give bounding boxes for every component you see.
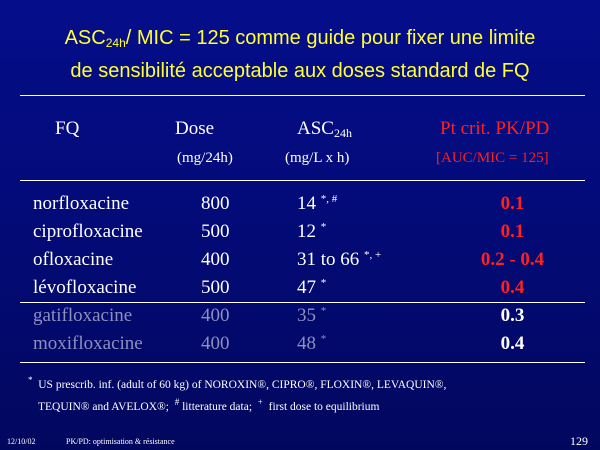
title-asc-subscript: 24h bbox=[105, 36, 126, 50]
header-dose: Dose bbox=[175, 118, 215, 139]
footnote-star-mark: * bbox=[28, 375, 33, 385]
drug-asc bbox=[297, 249, 381, 271]
header-pk-pd-subtitle: [AUC/MIC = 125] bbox=[436, 150, 549, 166]
asc-footnote-mark: *, + bbox=[364, 249, 382, 261]
title-asc: ASC bbox=[64, 27, 106, 49]
table-row bbox=[0, 249, 600, 277]
drug-name: ofloxacine bbox=[33, 249, 114, 270]
drug-dose: 400 bbox=[201, 249, 230, 270]
pk-pd-value: 0.3 bbox=[500, 305, 525, 326]
footnote-products: TEQUIN® and AVELOX®; bbox=[38, 401, 169, 413]
divider-top bbox=[20, 95, 585, 96]
footnote-hash-mark: # bbox=[174, 397, 180, 407]
title-line-1-rest: / MIC = 125 comme guide pour fixer une limite bbox=[125, 27, 536, 49]
drug-dose: 800 bbox=[201, 193, 230, 214]
header-fq: FQ bbox=[55, 118, 80, 139]
asc-footnote-mark: * bbox=[320, 221, 327, 233]
drug-name: lévofloxacine bbox=[33, 277, 137, 298]
table-row bbox=[0, 193, 600, 221]
title-line-2: de sensibilité acceptable aux doses standard de FQ bbox=[70, 60, 530, 82]
asc-value: 12 bbox=[297, 221, 316, 242]
footnote-line-2 bbox=[28, 394, 588, 416]
divider-rows bbox=[20, 302, 585, 303]
drug-dose: 500 bbox=[201, 277, 230, 298]
drug-asc bbox=[297, 193, 337, 215]
pk-pd-value: 0.2 - 0.4 bbox=[480, 249, 545, 270]
table-row bbox=[0, 221, 600, 249]
drug-asc bbox=[297, 277, 326, 299]
pk-pd-value: 0.1 bbox=[500, 221, 525, 242]
slide-title bbox=[0, 24, 600, 85]
footnote-literature: litterature data; bbox=[182, 401, 253, 413]
footnote-plus-mark: + bbox=[257, 397, 263, 407]
drug-name: gatifloxacine bbox=[33, 305, 133, 326]
asc-footnote-mark: * bbox=[320, 333, 327, 345]
footnote-line-1 bbox=[28, 372, 588, 394]
asc-footnote-mark: * bbox=[320, 277, 327, 289]
footnote-line-1-text: US prescrib. inf. (adult of 60 kg) of NOROXIN®, CIPRO®, FLOXIN®, LEVAQUIN®, bbox=[38, 379, 447, 391]
asc-footnote-mark: *, # bbox=[320, 193, 338, 205]
drug-asc bbox=[297, 221, 326, 243]
drug-asc bbox=[297, 333, 326, 355]
table-row bbox=[0, 277, 600, 305]
asc-value: 31 to 66 bbox=[297, 249, 360, 270]
header-asc-subscript: 24h bbox=[333, 126, 352, 140]
header-asc-label: ASC bbox=[297, 118, 334, 139]
header-asc-unit: (mg/L x h) bbox=[285, 150, 350, 166]
table-row bbox=[0, 333, 600, 361]
header-pk-pd: Pt crit. PK/PD bbox=[440, 118, 550, 139]
drug-name: norfloxacine bbox=[33, 193, 130, 214]
pk-pd-value: 0.4 bbox=[500, 333, 525, 354]
footer-subject: PK/PD: optimisation & résistance bbox=[66, 437, 175, 446]
pk-pd-value: 0.4 bbox=[500, 277, 525, 298]
pk-pd-value: 0.1 bbox=[500, 193, 525, 214]
title-line-1 bbox=[0, 24, 600, 57]
drug-asc bbox=[297, 305, 326, 327]
footer-date: 12/10/02 bbox=[7, 437, 36, 446]
drug-name: ciprofloxacine bbox=[33, 221, 143, 242]
divider-header bbox=[20, 180, 585, 181]
divider-bottom bbox=[20, 362, 585, 363]
table-row bbox=[0, 305, 600, 333]
drug-dose: 400 bbox=[201, 305, 230, 326]
asc-value: 14 bbox=[297, 193, 316, 214]
page-number: 129 bbox=[570, 434, 588, 448]
footnote bbox=[28, 372, 588, 416]
asc-value: 35 bbox=[297, 305, 316, 326]
drug-dose: 500 bbox=[201, 221, 230, 242]
footnote-equilibrium: first dose to equilibrium bbox=[268, 401, 380, 413]
header-dose-unit: (mg/24h) bbox=[177, 150, 233, 166]
header-asc bbox=[297, 118, 352, 141]
asc-value: 47 bbox=[297, 277, 316, 298]
asc-value: 48 bbox=[297, 333, 316, 354]
drug-name: moxifloxacine bbox=[33, 333, 143, 354]
asc-footnote-mark: * bbox=[320, 305, 327, 317]
drug-dose: 400 bbox=[201, 333, 230, 354]
